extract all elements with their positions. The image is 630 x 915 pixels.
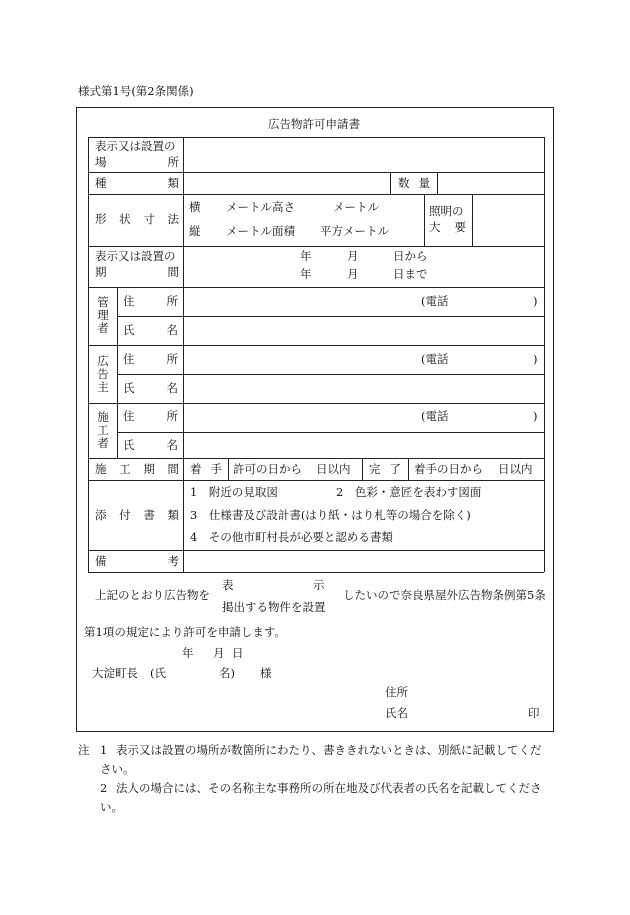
- shape-label: 形 状 寸 法: [95, 212, 179, 226]
- manager-address-label: 住 所: [123, 294, 178, 308]
- manager-name-label: 氏 名: [123, 323, 178, 337]
- shape-area-unit: 平方メートル: [320, 224, 389, 238]
- note-2-line2: い。: [100, 800, 123, 814]
- table-bottom-border: [88, 572, 544, 573]
- attachment-item-2: 2 色彩・意匠を表わす図面: [336, 485, 482, 499]
- period-label-line1: 表示又は設置の: [95, 249, 176, 263]
- statement-option-display-b: 示: [313, 578, 325, 592]
- shape-height-unit: メートル: [333, 200, 379, 214]
- quantity-field[interactable]: [439, 173, 543, 193]
- type-field[interactable]: [185, 173, 389, 193]
- date-year: 年: [182, 646, 194, 660]
- col-divider: [472, 194, 473, 246]
- advertiser-phone-open: (電話: [421, 352, 449, 366]
- col-divider: [437, 172, 438, 194]
- period-end-day: 日まで: [393, 267, 428, 281]
- constructor-name-label: 氏 名: [123, 438, 178, 452]
- form-title: 広告物許可申請書: [268, 117, 360, 131]
- period-label-line2: 期 間: [95, 265, 179, 279]
- date-month: 月: [213, 646, 225, 660]
- note-2-line1: 法人の場合には、その名称主な事務所の所在地及び代表者の氏名を記載してくださ: [116, 781, 542, 795]
- row-divider: [88, 458, 544, 459]
- group-column-divider: [117, 287, 118, 458]
- applicant-name-label: 氏名: [385, 706, 408, 720]
- statement-line2: 第1項の規定により許可を申請します。: [84, 625, 286, 639]
- attachments-label: 添 付 書 類: [95, 508, 179, 522]
- shape-width-label: 横: [189, 200, 201, 214]
- advertiser-group-label: 広告主: [97, 354, 109, 394]
- period-start-year: 年: [300, 249, 312, 263]
- construction-finish-days: 日以内: [498, 462, 533, 476]
- advertiser-address-field[interactable]: [185, 346, 415, 373]
- shape-height-label: メートル高さ: [226, 200, 295, 214]
- type-label: 種 類: [95, 176, 179, 190]
- table-right-border: [544, 137, 545, 572]
- note-1-line1: 表示又は設置の場所が数箇所にわたり、書ききれないときは、別紙に記載してくだ: [116, 743, 542, 757]
- lighting-label-line2: 大 要: [429, 220, 466, 234]
- manager-name-field[interactable]: [185, 317, 543, 344]
- quantity-label: 数 量: [398, 176, 430, 190]
- location-label-line1: 表示又は設置の: [95, 139, 176, 153]
- constructor-phone-close: ): [533, 409, 538, 423]
- lighting-label-line1: 照明の: [429, 204, 464, 218]
- construction-finish-text: 着手の日から: [414, 462, 483, 476]
- col-divider: [424, 194, 425, 246]
- attachment-item-4: 4 その他市町村長が必要と認める書類: [190, 530, 393, 544]
- statement-option-display-a: 表: [222, 578, 234, 592]
- constructor-phone-open: (電話: [421, 409, 449, 423]
- row-divider: [88, 246, 544, 247]
- construction-finish-label: 完 了: [369, 462, 401, 476]
- applicant-seal: 印: [528, 706, 540, 720]
- col-divider: [390, 172, 391, 194]
- addressee-name: 名): [219, 666, 235, 680]
- applicant-address-label: 住所: [385, 685, 408, 699]
- date-day: 日: [232, 646, 244, 660]
- manager-group-label: 管理者: [97, 295, 109, 335]
- constructor-address-field[interactable]: [185, 404, 415, 431]
- period-start-day: 日から: [393, 249, 428, 263]
- form-number: 様式第1号(第2条関係): [78, 84, 194, 98]
- construction-period-label: 施 工 期 間: [95, 462, 179, 476]
- location-field[interactable]: [185, 138, 543, 171]
- construction-start-days: 日以内: [316, 462, 351, 476]
- attachment-item-3: 3 仕様書及び設計書(はり紙・はり札等の場合を除く): [190, 508, 471, 522]
- statement-tail: したいので奈良県屋外広告物条例第5条: [343, 588, 546, 602]
- shape-length-label: 縦: [189, 224, 201, 238]
- period-end-month: 月: [347, 267, 359, 281]
- addressee-honorific: 様: [260, 666, 272, 680]
- construction-start-label: 着 手: [190, 462, 222, 476]
- col-divider: [408, 458, 409, 480]
- period-end-year: 年: [300, 267, 312, 281]
- addressee-prefix: 大淀町長: [92, 666, 138, 680]
- label-column-divider: [183, 137, 184, 572]
- lighting-field[interactable]: [474, 195, 543, 245]
- construction-start-text: 許可の日から: [233, 462, 302, 476]
- row-divider: [88, 480, 544, 481]
- remarks-field[interactable]: [185, 551, 543, 571]
- constructor-group-label: 施工者: [97, 410, 109, 450]
- advertiser-name-label: 氏 名: [123, 381, 178, 395]
- manager-phone-close: ): [533, 294, 538, 308]
- addressee-open: (氏: [150, 666, 166, 680]
- note-2-number: 2: [100, 781, 108, 795]
- remarks-label: 備 考: [95, 554, 179, 568]
- location-label-line2: 場 所: [95, 155, 179, 169]
- constructor-address-label: 住 所: [123, 409, 178, 423]
- constructor-name-field[interactable]: [185, 433, 543, 457]
- col-divider: [362, 458, 363, 480]
- statement-option-install: 掲出する物件を設置: [222, 600, 326, 614]
- note-1-line2: さい。: [100, 762, 135, 776]
- col-divider: [228, 458, 229, 480]
- period-start-month: 月: [347, 249, 359, 263]
- note-1-number: 1: [100, 743, 108, 757]
- attachment-item-1: 1 附近の見取図: [190, 485, 278, 499]
- notes-prefix: 注: [78, 743, 90, 757]
- manager-phone-open: (電話: [421, 294, 449, 308]
- manager-address-field[interactable]: [185, 288, 415, 315]
- advertiser-name-field[interactable]: [185, 375, 543, 402]
- advertiser-phone-close: ): [533, 352, 538, 366]
- shape-area-label: メートル面積: [226, 224, 295, 238]
- statement-lead: 上記のとおり広告物を: [95, 588, 210, 602]
- advertiser-address-label: 住 所: [123, 352, 178, 366]
- table-left-border: [88, 137, 89, 572]
